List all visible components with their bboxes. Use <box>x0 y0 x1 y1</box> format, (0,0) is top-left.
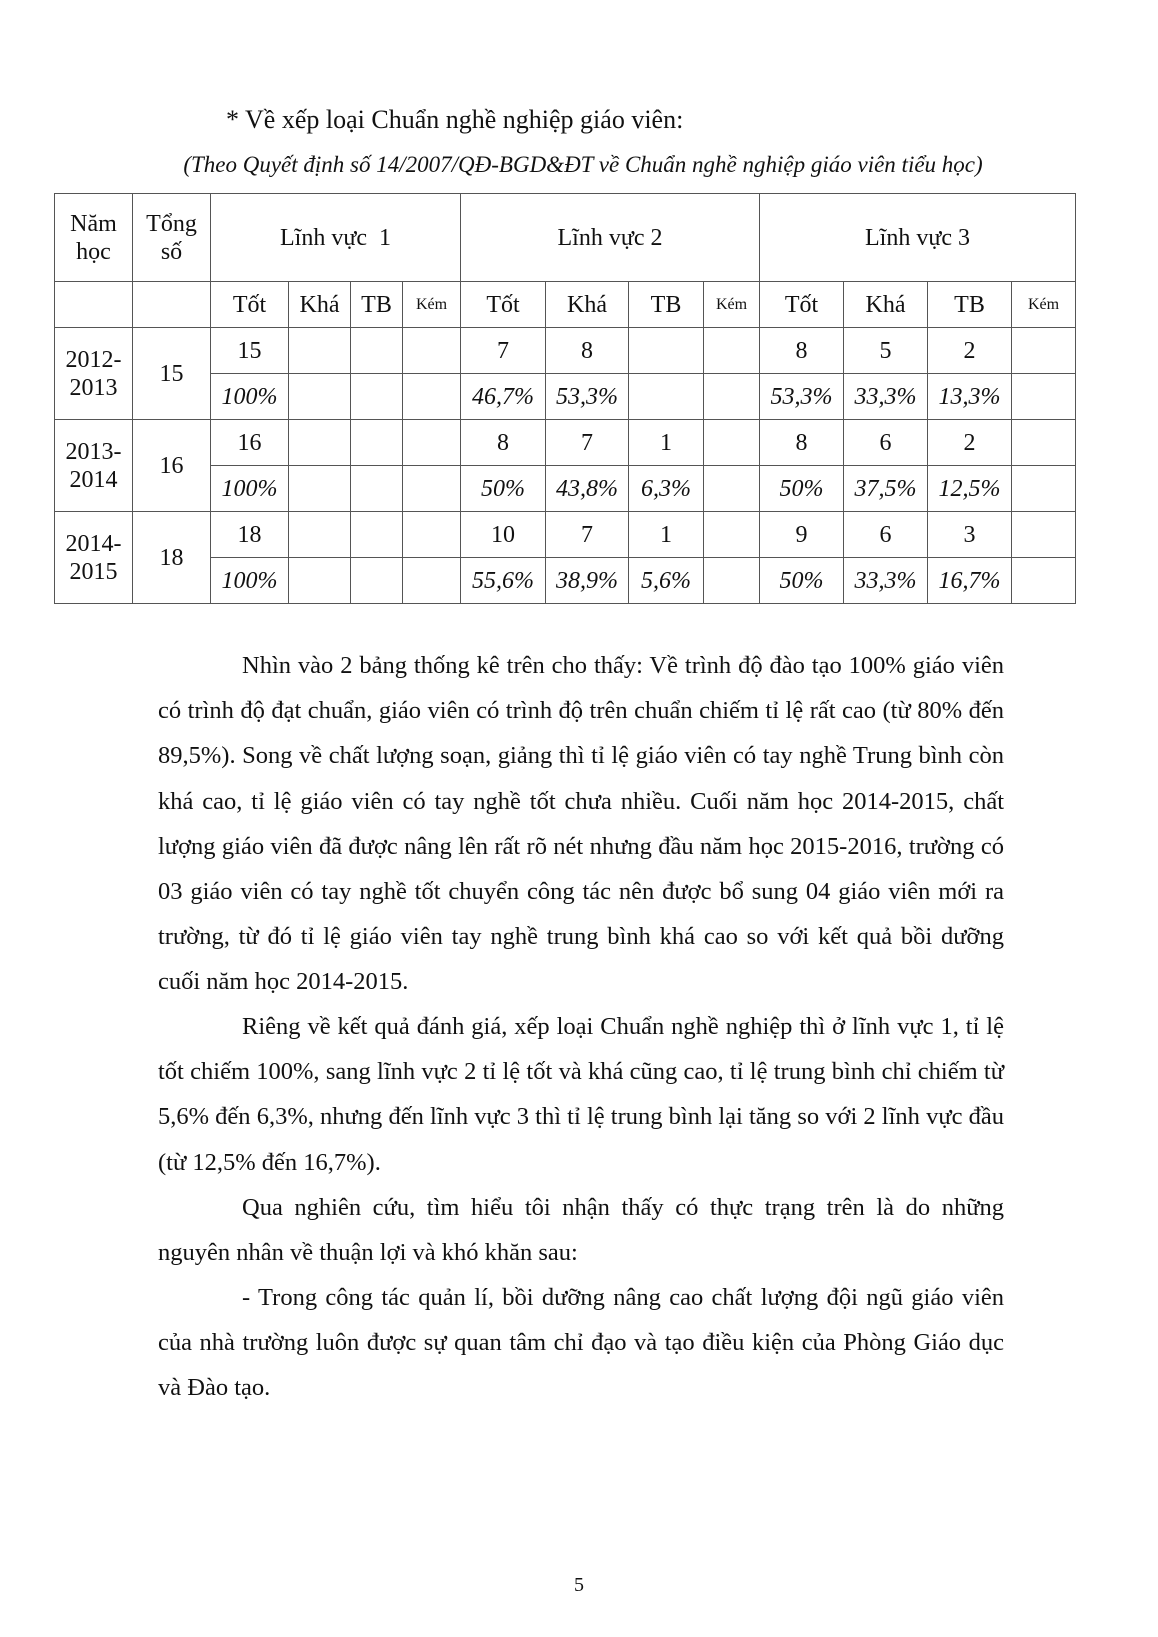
cell-percent <box>704 374 760 420</box>
cell-percent: 38,9% <box>546 558 629 604</box>
cell-percent <box>1012 466 1076 512</box>
subcol-tot: Tốt <box>211 282 289 328</box>
cell-year: 2014- 2015 <box>55 512 133 604</box>
cell-percent: 5,6% <box>629 558 704 604</box>
paragraph-4: - Trong công tác quản lí, bồi dưỡng nâng cao chất lượng đội ngũ giáo viên của nhà trường luôn được sự quan tâm chỉ đạo và tạo điều kiện của Phòng Giáo dục và Đào tạo. <box>158 1284 1004 1402</box>
cell-percent: 43,8% <box>546 466 629 512</box>
cell-percent <box>1012 374 1076 420</box>
header-row-groups <box>55 194 1076 282</box>
cell-percent: 13,3% <box>928 374 1012 420</box>
subcol-tot: Tốt <box>461 282 546 328</box>
paragraph-1: Nhìn vào 2 bảng thống kê trên cho thấy: Về trình độ đào tạo 100% giáo viên có trình độ đạt chuẩn, giáo viên có trình độ trên chuẩn chiếm tỉ lệ rất cao (từ 80% đến 89,5%). Song về chất lượng soạn, giảng thì tỉ lệ giáo viên có tay nghề Trung bình còn khá cao, tỉ lệ giáo viên có tay nghề tốt chưa nhiều. Cuối năm học 2014-2015, chất lượng giáo viên đã được nâng lên rất rõ nét nhưng đầu năm học 2015-2016, trường có 03 giáo viên có tay nghề tốt chuyển công tác nên được bổ sung 04 giáo viên mới ra trường, từ đó tỉ lệ giáo viên tay nghề trung bình khá cao so với kết quả bồi dưỡng cuối năm học 2014-2015. <box>158 652 1004 996</box>
header-total: Tổng số <box>133 194 211 282</box>
cell-percent: 33,3% <box>844 558 928 604</box>
cell-count: 2 <box>928 420 1012 466</box>
table-row-counts <box>55 328 1076 374</box>
cell-count: 8 <box>760 328 844 374</box>
header-year: Năm học <box>55 194 133 282</box>
cell-count: 8 <box>760 420 844 466</box>
cell-percent <box>403 558 461 604</box>
cell-count <box>351 328 403 374</box>
page-number: 5 <box>574 1574 584 1596</box>
cell-percent <box>289 558 351 604</box>
cell-count: 7 <box>546 420 629 466</box>
section-subheading: (Theo Quyết định số 14/2007/QĐ-BGD&ĐT về Chuẩn nghề nghiệp giáo viên tiểu học) <box>183 152 983 177</box>
cell-percent <box>403 466 461 512</box>
header-group-2: Lĩnh vực 2 <box>461 194 760 282</box>
cell-count: 3 <box>928 512 1012 558</box>
paragraph-3: Qua nghiên cứu, tìm hiểu tôi nhận thấy có thực trạng trên là do những nguyên nhân về thuận lợi và khó khăn sau: <box>158 1194 1004 1267</box>
cell-count: 2 <box>928 328 1012 374</box>
cell-count <box>704 512 760 558</box>
cell-percent <box>351 558 403 604</box>
teacher-standard-table <box>54 193 1076 604</box>
cell-count: 8 <box>546 328 629 374</box>
cell-count: 10 <box>461 512 546 558</box>
cell-percent: 46,7% <box>461 374 546 420</box>
subcol-kem: Kém <box>704 282 760 328</box>
paragraph-2: Riêng về kết quả đánh giá, xếp loại Chuẩn nghề nghiệp thì ở lĩnh vực 1, tỉ lệ tốt chiếm 100%, sang lĩnh vực 2 tỉ lệ tốt và khá cũng cao, tỉ lệ trung bình chỉ chiếm từ 5,6% đến 6,3%, nhưng đến lĩnh vực 3 thì tỉ lệ trung bình lại tăng so với 2 lĩnh vực đầu (từ 12,5% đến 16,7%). <box>158 1013 1004 1176</box>
cell-count <box>289 328 351 374</box>
cell-count <box>403 420 461 466</box>
cell-count: 5 <box>844 328 928 374</box>
cell-count <box>403 328 461 374</box>
subcol-tot: Tốt <box>760 282 844 328</box>
subcol-kha: Khá <box>844 282 928 328</box>
cell-percent: 100% <box>211 558 289 604</box>
subcol-kha: Khá <box>546 282 629 328</box>
cell-count <box>289 420 351 466</box>
cell-percent <box>403 374 461 420</box>
cell-year: 2012- 2013 <box>55 328 133 420</box>
cell-percent <box>351 374 403 420</box>
cell-percent: 50% <box>461 466 546 512</box>
cell-count: 8 <box>461 420 546 466</box>
subcol-tb: TB <box>351 282 403 328</box>
subcol-tb: TB <box>928 282 1012 328</box>
header-row-subcols <box>55 282 1076 328</box>
cell-count <box>289 512 351 558</box>
table-row-counts <box>55 420 1076 466</box>
cell-percent: 37,5% <box>844 466 928 512</box>
cell-percent: 6,3% <box>629 466 704 512</box>
cell-percent: 12,5% <box>928 466 1012 512</box>
cell-percent <box>704 558 760 604</box>
header-group-1: Lĩnh vực 1 <box>211 194 461 282</box>
subcol-kem: Kém <box>1012 282 1076 328</box>
cell-count <box>704 328 760 374</box>
subcol-kem: Kém <box>403 282 461 328</box>
cell-total: 18 <box>133 512 211 604</box>
cell-count <box>629 328 704 374</box>
subcol-tb: TB <box>629 282 704 328</box>
cell-percent: 33,3% <box>844 374 928 420</box>
cell-percent <box>629 374 704 420</box>
cell-count: 7 <box>461 328 546 374</box>
cell-count: 6 <box>844 512 928 558</box>
cell-count: 15 <box>211 328 289 374</box>
cell-percent: 55,6% <box>461 558 546 604</box>
cell-count <box>1012 512 1076 558</box>
cell-percent <box>704 466 760 512</box>
cell-count: 16 <box>211 420 289 466</box>
cell-percent <box>289 466 351 512</box>
cell-count <box>704 420 760 466</box>
cell-count: 1 <box>629 512 704 558</box>
cell-percent <box>289 374 351 420</box>
cell-count <box>1012 420 1076 466</box>
cell-count: 7 <box>546 512 629 558</box>
cell-percent: 50% <box>760 466 844 512</box>
cell-count: 18 <box>211 512 289 558</box>
cell-percent <box>1012 558 1076 604</box>
cell-count: 9 <box>760 512 844 558</box>
section-heading: * Về xếp loại Chuẩn nghề nghiệp giáo viên: <box>226 105 684 134</box>
cell-percent: 16,7% <box>928 558 1012 604</box>
cell-count <box>351 420 403 466</box>
cell-year: 2013- 2014 <box>55 420 133 512</box>
cell-total: 15 <box>133 328 211 420</box>
header-empty <box>133 282 211 328</box>
cell-percent: 100% <box>211 374 289 420</box>
cell-percent <box>351 466 403 512</box>
header-group-3: Lĩnh vực 3 <box>760 194 1076 282</box>
cell-total: 16 <box>133 420 211 512</box>
header-empty <box>55 282 133 328</box>
cell-percent: 53,3% <box>546 374 629 420</box>
cell-percent: 50% <box>760 558 844 604</box>
table-row-counts <box>55 512 1076 558</box>
cell-count <box>403 512 461 558</box>
subcol-kha: Khá <box>289 282 351 328</box>
cell-count <box>1012 328 1076 374</box>
cell-percent: 53,3% <box>760 374 844 420</box>
cell-count: 6 <box>844 420 928 466</box>
cell-count <box>351 512 403 558</box>
cell-count: 1 <box>629 420 704 466</box>
cell-percent: 100% <box>211 466 289 512</box>
